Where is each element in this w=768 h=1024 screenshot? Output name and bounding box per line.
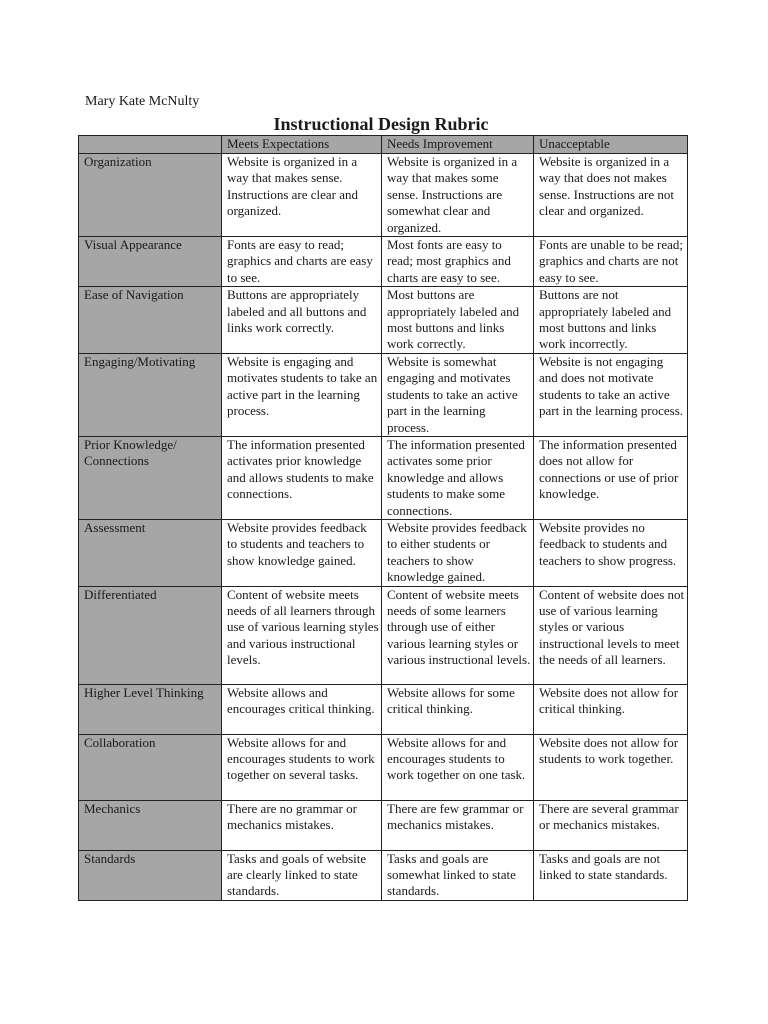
criterion-cell: Standards [79,850,222,900]
rubric-row [79,684,688,734]
needs-cell: Tasks and goals are somewhat linked to state standards. [382,850,534,900]
needs-cell: Website allows for some critical thinking. [382,684,534,734]
column-header-unacceptable: Unacceptable [534,136,688,154]
criterion-cell: Collaboration [79,734,222,800]
unacceptable-cell: Website does not allow for students to work together. [534,734,688,800]
meets-cell: The information presented activates prior knowledge and allows students to make connections. [222,436,382,519]
criterion-cell: Organization [79,154,222,237]
criterion-cell: Differentiated [79,586,222,684]
rubric-row [79,436,688,519]
needs-cell: Content of website meets needs of some learners through use of either various learning styles or various instructional levels. [382,586,534,684]
unacceptable-cell: Website is organized in a way that does not makes sense. Instructions are not clear and organized. [534,154,688,237]
needs-cell: There are few grammar or mechanics mistakes. [382,800,534,850]
criterion-cell: Mechanics [79,800,222,850]
header-row [79,136,688,154]
criterion-cell: Assessment [79,519,222,586]
criterion-cell: Prior Knowledge/ Connections [79,436,222,519]
rubric-row [79,734,688,800]
rubric-row [79,850,688,900]
unacceptable-cell: Tasks and goals are not linked to state standards. [534,850,688,900]
meets-cell: Fonts are easy to read; graphics and charts are easy to see. [222,237,382,287]
unacceptable-cell: Website is not engaging and does not motivate students to take an active part in the learning process. [534,353,688,436]
rubric-table [78,135,688,901]
rubric-row [79,154,688,237]
column-header-needs: Needs Improvement [382,136,534,154]
unacceptable-cell: Buttons are not appropriately labeled and most buttons and links work incorrectly. [534,287,688,354]
header-corner-cell [79,136,222,154]
meets-cell: Content of website meets needs of all learners through use of various learning styles and various instructional levels. [222,586,382,684]
unacceptable-cell: Website provides no feedback to students and teachers to show progress. [534,519,688,586]
rubric-row [79,353,688,436]
rubric-row [79,287,688,354]
meets-cell: There are no grammar or mechanics mistakes. [222,800,382,850]
needs-cell: Most fonts are easy to read; most graphics and charts are easy to see. [382,237,534,287]
rubric-row [79,519,688,586]
meets-cell: Website allows and encourages critical thinking. [222,684,382,734]
criterion-cell: Higher Level Thinking [79,684,222,734]
column-header-meets: Meets Expectations [222,136,382,154]
needs-cell: Website allows for and encourages students to work together on one task. [382,734,534,800]
needs-cell: The information presented activates some prior knowledge and allows students to make some connections. [382,436,534,519]
needs-cell: Website is somewhat engaging and motivates students to take an active part in the learning process. [382,353,534,436]
unacceptable-cell: There are several grammar or mechanics mistakes. [534,800,688,850]
meets-cell: Tasks and goals of website are clearly linked to state standards. [222,850,382,900]
meets-cell: Website provides feedback to students and teachers to show knowledge gained. [222,519,382,586]
unacceptable-cell: Fonts are unable to be read; graphics and charts are not easy to see. [534,237,688,287]
meets-cell: Website is engaging and motivates students to take an active part in the learning process. [222,353,382,436]
unacceptable-cell: Website does not allow for critical thinking. [534,684,688,734]
author-name: Mary Kate McNulty [85,94,200,109]
rubric-body [79,154,688,901]
meets-cell: Website is organized in a way that makes sense. Instructions are clear and organized. [222,154,382,237]
rubric-row [79,237,688,287]
criterion-cell: Visual Appearance [79,237,222,287]
needs-cell: Website is organized in a way that makes some sense. Instructions are somewhat clear and organized. [382,154,534,237]
unacceptable-cell: Content of website does not use of various learning styles or various instructional levels to meet the needs of all learners. [534,586,688,684]
criterion-cell: Engaging/Motivating [79,353,222,436]
needs-cell: Most buttons are appropriately labeled and most buttons and links work correctly. [382,287,534,354]
document-title: Instructional Design Rubric [273,114,489,134]
meets-cell: Buttons are appropriately labeled and all buttons and links work correctly. [222,287,382,354]
rubric-row [79,586,688,684]
criterion-cell: Ease of Navigation [79,287,222,354]
rubric-header [79,136,688,154]
meets-cell: Website allows for and encourages students to work together on several tasks. [222,734,382,800]
rubric-row [79,800,688,850]
needs-cell: Website provides feedback to either students or teachers to show knowledge gained. [382,519,534,586]
unacceptable-cell: The information presented does not allow for connections or use of prior knowledge. [534,436,688,519]
